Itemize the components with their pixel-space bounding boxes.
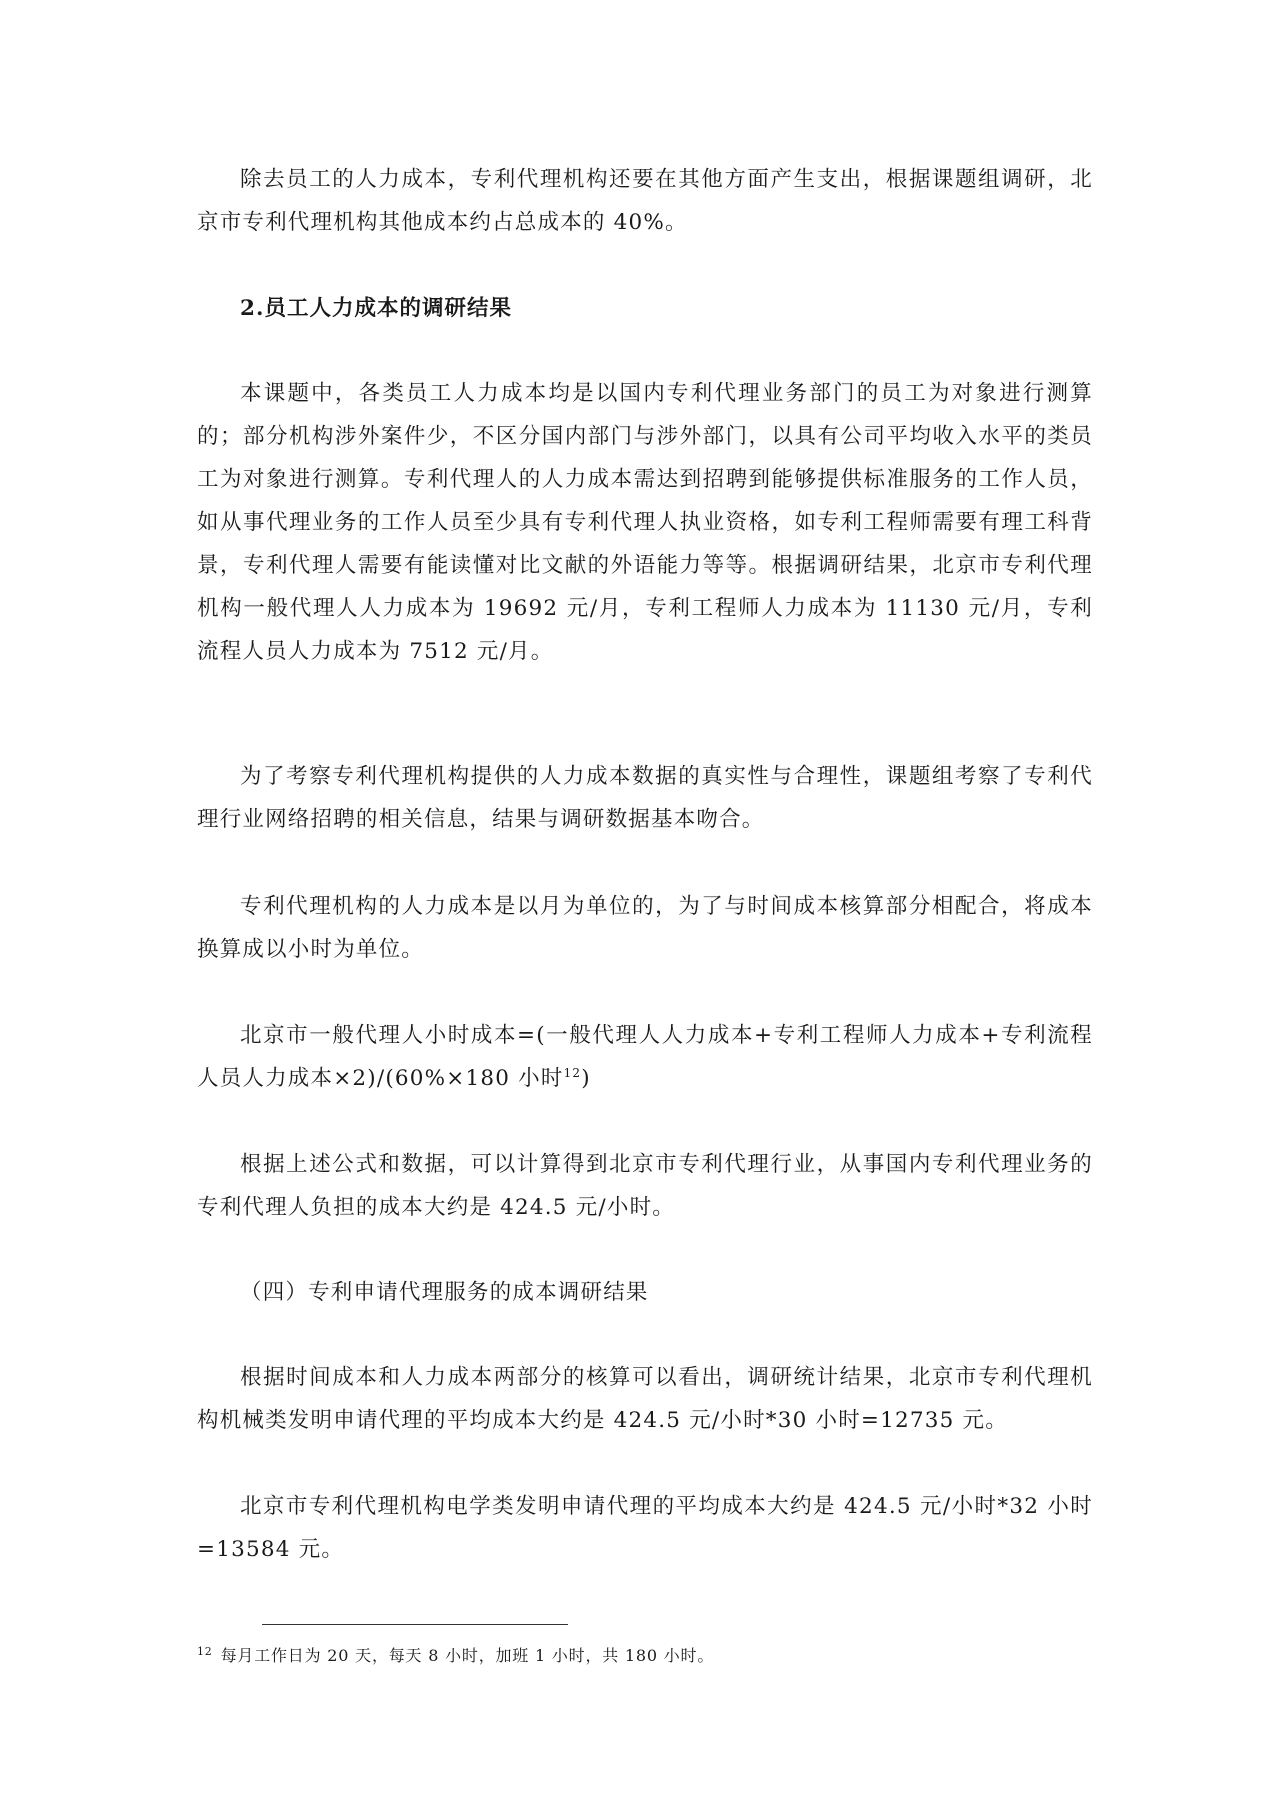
paragraph-other-costs: 除去员工的人力成本，专利代理机构还要在其他方面产生支出，根据课题组调研，北京市专利代理机构其他成本约占总成本的 40%。 [197, 167, 1093, 235]
footnote-reference: 12 [563, 1065, 582, 1080]
paragraph-mechanical-cost: 根据时间成本和人力成本两部分的核算可以看出，调研统计结果，北京市专利代理机构机械类发明申请代理的平均成本大约是 424.5 元/小时*30 小时=12735 元。 [197, 1365, 1093, 1433]
footnote [197, 1643, 1093, 1669]
paragraph-labor-cost-results: 本课题中，各类员工人力成本均是以国内专利代理业务部门的员工为对象进行测算的；部分机构涉外案件少，不区分国内部门与涉外部门，以具有公司平均收入水平的类员工为对象进行测算。专利代理人的人力成本需达到招聘到能够提供标准服务的工作人员，如从事代理业务的工作人员至少具有专利代理人执业资格，如专利工程师需要有理工科背景，专利代理人需要有能读懂对比文献的外语能力等等。根据调研结果，北京市专利代理机构一般代理人人力成本为 19692 元/月，专利工程师人力成本为 11130 元/月，专利流程人员人力成本为 7512 元/月。 [197, 381, 1093, 664]
footnote-number: 12 [197, 1644, 213, 1658]
paragraph-data-verification: 为了考察专利代理机构提供的人力成本数据的真实性与合理性，课题组考察了专利代理行业网络招聘的相关信息，结果与调研数据基本吻合。 [197, 764, 1093, 832]
footnote-text: 每月工作日为 20 天，每天 8 小时，加班 1 小时，共 180 小时。 [220, 1646, 715, 1665]
paragraph-unit-conversion: 专利代理机构的人力成本是以月为单位的，为了与时间成本核算部分相配合，将成本换算成以小时为单位。 [197, 894, 1093, 962]
footnote-separator [262, 1624, 568, 1625]
formula-close: ) [581, 1066, 591, 1091]
section-heading-application-cost: （四）专利申请代理服务的成本调研结果 [240, 1280, 649, 1305]
paragraph-electrical-cost: 北京市专利代理机构电学类发明申请代理的平均成本大约是 424.5 元/小时*32 小时=13584 元。 [197, 1494, 1093, 1562]
paragraph-hourly-cost-formula [197, 1014, 1093, 1100]
section-heading-labor-cost: 2.员工人力成本的调研结果 [240, 296, 512, 321]
paragraph-hourly-cost-result: 根据上述公式和数据，可以计算得到北京市专利代理行业，从事国内专利代理业务的专利代理人负担的成本大约是 424.5 元/小时。 [197, 1152, 1093, 1220]
formula-text: 北京市一般代理人小时成本=(一般代理人人力成本+专利工程师人力成本+专利流程人员人力成本×2)/(60%×180 小时 [197, 1023, 1093, 1091]
